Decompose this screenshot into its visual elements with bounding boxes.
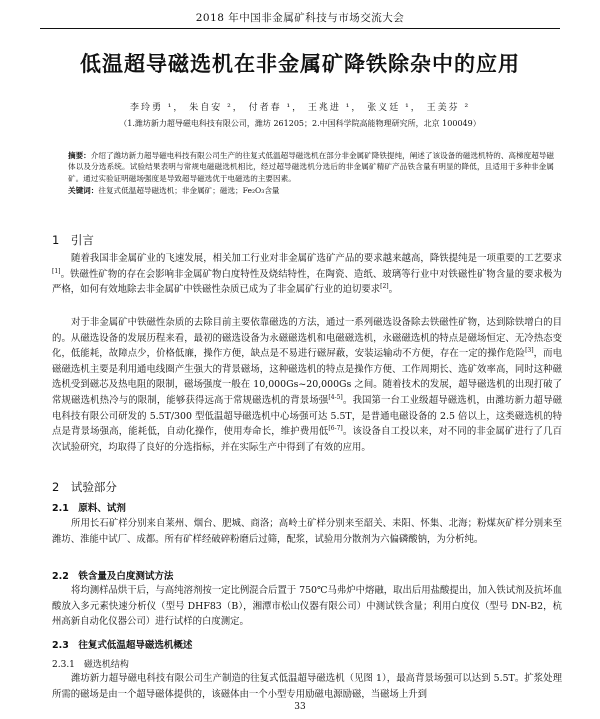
citation: [3] bbox=[525, 347, 534, 355]
abstract-text bbox=[68, 150, 554, 184]
page-number: 33 bbox=[294, 702, 306, 712]
citation: [6-7] bbox=[328, 425, 343, 433]
citation: [4-5] bbox=[328, 393, 343, 401]
author-list: 李玲勇 ¹， 朱自安 ²， 付者春 ¹， 王兆进 ¹， 张义廷 ¹， 王美芬 ² bbox=[129, 103, 471, 113]
para-text: 。该设备自工投以来，对不同的非金属矿进行了几百次试验研究，均取得了良好的分选指标，并在实际生产中得到了有效的应用。 bbox=[52, 426, 562, 453]
subsection-heading-2-1: 2.1 原料、试剂 bbox=[52, 503, 126, 514]
running-head: 2018 年中国非金属矿科技与市场交流大会 bbox=[40, 10, 560, 29]
keywords-line bbox=[68, 185, 554, 196]
paragraph-machine-structure: 潍坊新力超导磁电科技有限公司生产制造的往复式低温超导磁选机（见图 1），最高背景场强可以达到 5.5T。扩浆处理所需的磁场是由一个超导磁体提供的，该磁体由一个小型专用励磁电源励磁，当磁场上升到 bbox=[52, 673, 562, 700]
paragraph-intro-2 bbox=[52, 315, 562, 455]
abstract-body: 介绍了潍坊新力超导磁电科技有限公司生产的往复式低温超导磁选机在部分非金属矿降铁提纯，阐述了该设备的磁选机特的、高梯度超导磁体以及分选系统。试验结果表明与常规电磁磁选机相比，经过超导磁选机分选后的非金属矿精矿产品铁含量有明显的降低，且适用于多种非金属矿。通过实验证明磁场强度是导致超导磁选优于电磁选的主要因素。 bbox=[68, 151, 554, 183]
paragraph-test-method: 将均测样品烘干后，与高纯溶剂按一定比例混合后置于 750℃马弗炉中熔融，取出后用盐酸提出，加入铁试剂及抗坏血酸放入多元素快速分析仪（型号 DHF83（B），湘潭市松山仪器有限公司）中测试铁含量；利用白度仪（型号 DN-B2，杭州高新自动化仪器公司）进行试样的白度测定。 bbox=[52, 585, 562, 628]
keywords-text: 往复式低温超导磁选机；非金属矿；磁选；Fe₂O₃含量 bbox=[98, 186, 280, 196]
para-text: 随着我国非金属矿业的飞速发展，相关加工行业对非金属矿选矿产品的要求越来越高，降铁提纯是一项重要的工艺要求 bbox=[71, 253, 562, 264]
para-text: 。铁磁性矿物的存在会影响非金属矿物白度特性及烧结特性，在陶瓷、造纸、玻璃等行业中对铁磁性矿物含量的要求极为严格，如何有效地除去非金属矿中铁磁性杂质已成为了非金属矿行业的迫切要求 bbox=[52, 268, 562, 296]
keywords-label: 关键词： bbox=[68, 186, 99, 196]
abstract-block bbox=[68, 150, 554, 197]
affiliations: （1.潍坊新力超导磁电科技有限公司，潍坊 261205；2.中国科学院高能物理研究所，北京 100049） bbox=[119, 119, 481, 128]
paragraph-materials: 所用长石矿样分别来自莱州、烟台、肥城、商洛；高岭土矿样分别来至韶关、耒阳、怀集、北海；粉煤灰矿样分别来至潍坊、淮能中试厂、成都。所有矿样经破碎粉磨后过筛，配浆，试验用分散剂为六偏磷酸钠，为分析纯。 bbox=[52, 518, 562, 545]
paper-title: 低温超导磁选机在非金属矿降铁除杂中的应用 bbox=[80, 52, 520, 76]
abstract-label: 摘要： bbox=[68, 151, 91, 160]
citation: [2] bbox=[380, 283, 389, 291]
citation: [1] bbox=[52, 267, 61, 275]
subsection-heading-2-2: 2.2 铁含量及白度测试方法 bbox=[52, 571, 174, 582]
subsection-heading-2-3: 2.3 往复式低温超导磁选机概述 bbox=[52, 640, 193, 651]
section-heading-1: 1 引言 bbox=[52, 233, 94, 247]
paragraph-intro-1 bbox=[52, 251, 562, 298]
subsection-heading-2-3-1: 2.3.1 磁选机结构 bbox=[52, 660, 129, 670]
para-text: 。我国第一台工业级超导磁选机，由潍坊新力超导磁电科技有限公司研发的 5.5T/300 型低温超导磁选机中心场强可达 5.5T，是普通电磁设备的 2.5 倍以上，这类磁选机的特点是背景场强高，能耗低，自动化操作，使用寿命长，维护费用低 bbox=[52, 394, 562, 438]
para-text: ，而电磁磁选机主要是利用通电线圈产生强大的背景磁场，这种磁选机的特点是操作方便、工作周期长、选矿效率高，同时这种磁选机受到磁芯及热电阻的限制，磁场强度一般在 10,000Gs~20,000Gs 之间。随着技术的发展，超导磁选机的出现打破了常规磁选机热冷与的限制，能够获得远高于常规磁选机的背景场强 bbox=[52, 348, 562, 406]
section-heading-2: 2 试验部分 bbox=[52, 480, 117, 494]
para-text: 对于非金属矿中铁磁性杂质的去除目前主要依靠磁选的方法，通过一系列磁选设备除去铁磁性矿物，达到除铁增白的目的。从磁选设备的发展历程来看，最初的磁选设备为永磁磁选机和电磁磁选机，永磁磁选机的特点是磁场恒定、无冷热态变化，低能耗，故障点少，价格低廉，操作方便，缺点是不易进行磁屏蔽，安装运输动不方便，存在一定的操作危险 bbox=[52, 317, 562, 360]
para-text: 。 bbox=[388, 284, 399, 296]
